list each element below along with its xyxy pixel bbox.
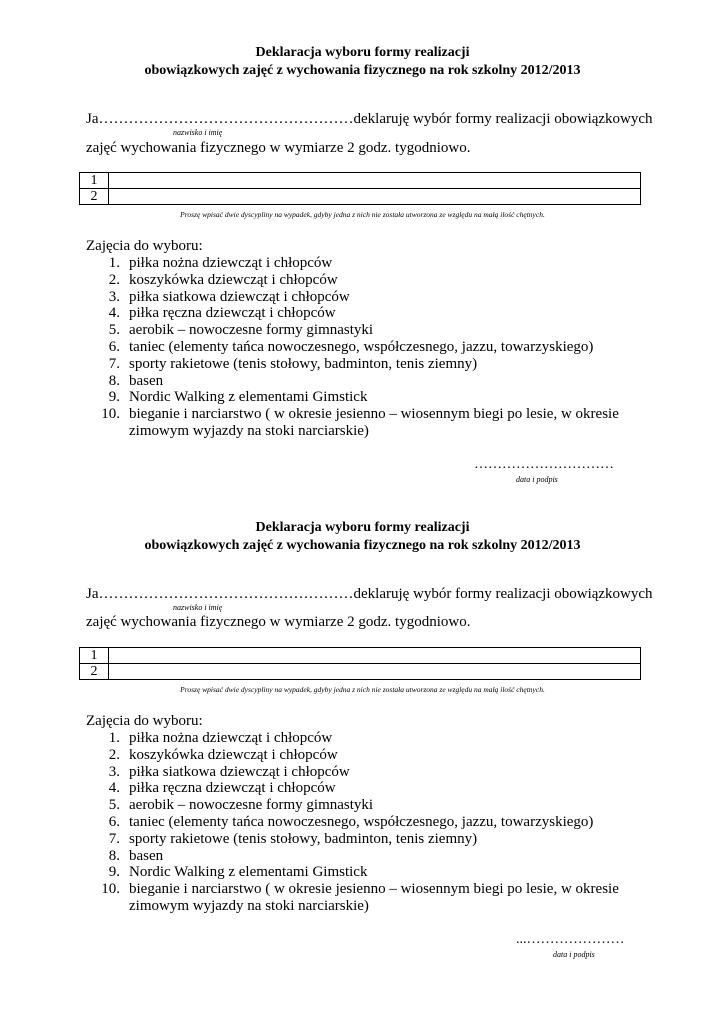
choices-list [86, 255, 646, 440]
item-number: 10. [101, 881, 120, 898]
declaration-text: Ja……………………………………………deklaruję wybór formy realizacji obowiązkowych [86, 111, 653, 127]
list-item [86, 339, 646, 356]
name-caption: nazwisko i imię [173, 128, 223, 137]
list-item [86, 780, 646, 797]
form-title-line2: obowiązkowych zajęć z wychowania fizycznego na rok szkolny 2012/2013 [144, 538, 581, 553]
discipline-field[interactable] [109, 189, 641, 205]
item-text: piłka siatkowa dziewcząt i chłopców [129, 763, 350, 780]
table-row [80, 189, 641, 205]
list-item [86, 764, 646, 781]
list-item [86, 406, 646, 440]
list-item [86, 797, 646, 814]
list-item [86, 814, 646, 831]
list-item [86, 848, 646, 865]
item-number: 1. [108, 730, 120, 746]
name-caption: nazwisko i imię [173, 603, 223, 612]
form-title-line1: Deklaracja wyboru formy realizacji [255, 520, 470, 535]
item-number: 7. [108, 830, 120, 847]
choices-heading: Zajęcia do wyboru: [86, 713, 203, 729]
item-text: bieganie i narciarstwo ( w okresie jesienno – wiosennym biegi po lesie, w okresie zimowym wyjazdy na stoki narciarskie) [129, 881, 619, 914]
item-number: 4. [108, 780, 120, 797]
item-text: Nordic Walking z elementami Gimstick [129, 864, 368, 881]
list-item [86, 289, 646, 306]
item-text: sporty rakietowe (tenis stołowy, badminton, tenis ziemny) [129, 355, 478, 372]
item-text: taniec (elementy tańca nowoczesnego, współczesnego, jazzu, towarzyskiego) [129, 338, 594, 355]
item-number: 8. [108, 847, 120, 864]
item-number: 3. [108, 288, 120, 305]
item-text: piłka nożna dziewcząt i chłopców [129, 255, 333, 271]
item-number: 2. [108, 746, 120, 763]
list-item [86, 831, 646, 848]
row-number: 2 [80, 664, 109, 680]
row-number: 2 [80, 189, 109, 205]
item-number: 10. [101, 406, 120, 423]
item-text: aerobik – nowoczesne formy gimnastyki [129, 322, 374, 339]
item-number: 6. [108, 338, 120, 355]
item-text: koszykówka dziewcząt i chłopców [129, 746, 338, 763]
signature-caption: data i podpis [553, 950, 595, 959]
row-number: 1 [80, 173, 109, 189]
form-title-line2: obowiązkowych zajęć z wychowania fizycznego na rok szkolny 2012/2013 [144, 63, 581, 78]
list-item [86, 747, 646, 764]
list-item [86, 730, 646, 747]
list-item [86, 272, 646, 289]
table-row [80, 648, 641, 664]
item-number: 9. [108, 864, 120, 881]
signature-line: ...………………… [516, 932, 625, 947]
list-item [86, 322, 646, 339]
signature-caption: data i podpis [516, 475, 558, 484]
table-note: Proszę wpisać dwie dyscypliny na wypadek, gdyby jedna z nich nie została utworzona ze względu na małą ilość chętnych. [180, 210, 545, 219]
row-number: 1 [80, 648, 109, 664]
item-number: 2. [108, 271, 120, 288]
table-note: Proszę wpisać dwie dyscypliny na wypadek, gdyby jedna z nich nie została utworzona ze względu na małą ilość chętnych. [180, 685, 545, 694]
discipline-field[interactable] [109, 648, 641, 664]
list-item [86, 255, 646, 272]
discipline-field[interactable] [109, 173, 641, 189]
item-text: taniec (elementy tańca nowoczesnego, współczesnego, jazzu, towarzyskiego) [129, 813, 594, 830]
item-number: 5. [108, 322, 120, 339]
discipline-table [79, 172, 641, 205]
list-item [86, 305, 646, 322]
item-number: 3. [108, 763, 120, 780]
choices-list [86, 730, 646, 915]
list-item [86, 356, 646, 373]
item-text: sporty rakietowe (tenis stołowy, badminton, tenis ziemny) [129, 830, 478, 847]
item-text: piłka ręczna dziewcząt i chłopców [129, 780, 336, 797]
item-text: basen [129, 372, 164, 389]
item-number: 6. [108, 813, 120, 830]
item-text: piłka siatkowa dziewcząt i chłopców [129, 288, 350, 305]
item-text: koszykówka dziewcząt i chłopców [129, 271, 338, 288]
item-number: 4. [108, 305, 120, 322]
item-number: 7. [108, 355, 120, 372]
list-item [86, 373, 646, 390]
table-row [80, 173, 641, 189]
choices-heading: Zajęcia do wyboru: [86, 238, 203, 254]
discipline-table [79, 647, 641, 680]
discipline-field[interactable] [109, 664, 641, 680]
form-title-line1: Deklaracja wyboru formy realizacji [255, 45, 470, 60]
list-item [86, 864, 646, 881]
item-number: 8. [108, 372, 120, 389]
list-item [86, 881, 646, 915]
table-row [80, 664, 641, 680]
item-number: 5. [108, 797, 120, 814]
item-number: 1. [108, 255, 120, 271]
item-text: piłka nożna dziewcząt i chłopców [129, 730, 333, 746]
declaration-continuation: zajęć wychowania fizycznego w wymiarze 2 godz. tygodniowo. [86, 614, 471, 630]
declaration-continuation: zajęć wychowania fizycznego w wymiarze 2 godz. tygodniowo. [86, 140, 471, 156]
signature-line: ………………………… [474, 457, 614, 472]
item-text: aerobik – nowoczesne formy gimnastyki [129, 797, 374, 814]
declaration-text: Ja……………………………………………deklaruję wybór formy realizacji obowiązkowych [86, 586, 653, 602]
item-text: bieganie i narciarstwo ( w okresie jesienno – wiosennym biegi po lesie, w okresie zimowym wyjazdy na stoki narciarskie) [129, 406, 619, 439]
item-text: basen [129, 847, 164, 864]
item-text: Nordic Walking z elementami Gimstick [129, 389, 368, 406]
list-item [86, 389, 646, 406]
item-number: 9. [108, 389, 120, 406]
item-text: piłka ręczna dziewcząt i chłopców [129, 305, 336, 322]
